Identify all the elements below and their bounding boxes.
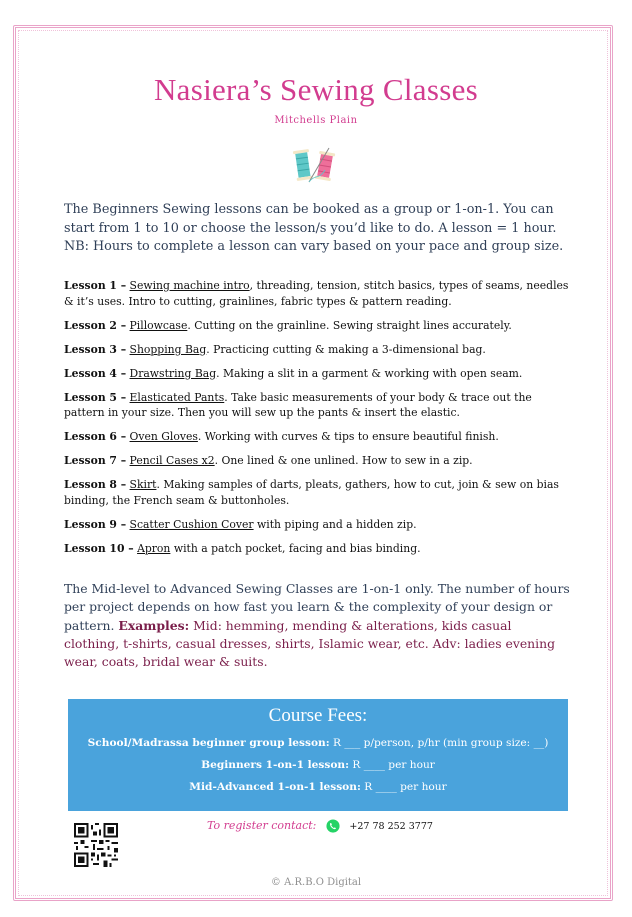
intro-paragraph: The Beginners Sewing lessons can be booked as a group or 1-on-1. You can start from 1 to 10 or choose the lesson/s you’d like to do. A lesson = 1 hour. NB: Hours to complete a lesson can vary based on your pace and group size.: [64, 202, 564, 254]
register-label: To register contact:: [207, 819, 317, 832]
lesson-item: Lesson 2 – Pillowcase. Cutting on the grainline. Sewing straight lines accurately.: [64, 318, 512, 332]
thread-spools-icon: [289, 144, 341, 186]
fee-row: School/Madrassa beginner group lesson: R ___ p/person, p/hr (min group size: __): [87, 737, 549, 749]
lesson-item: Lesson 5 – Elasticated Pants. Take basic measurements of your body & trace out the pattern in your size. Then you will sew up the pants & insert the elastic.: [64, 390, 532, 419]
lesson-list: [64, 278, 570, 565]
register-contact: [207, 819, 433, 833]
page-title: Nasiera’s Sewing Classes: [153, 72, 479, 107]
fee-row: Beginners 1-on-1 lesson: R ____ per hour: [201, 759, 435, 771]
page-subtitle: Mitchells Plain: [274, 115, 358, 126]
lesson-item: Lesson 10 – Apron with a patch pocket, facing and bias binding.: [64, 541, 421, 555]
lesson-item: Lesson 3 – Shopping Bag. Practicing cutting & making a 3-dimensional bag.: [64, 342, 486, 356]
lesson-item: Lesson 4 – Drawstring Bag. Making a slit in a garment & working with open seam.: [64, 366, 523, 380]
course-fees-box: [68, 699, 568, 811]
lesson-item: Lesson 6 – Oven Gloves. Working with curves & tips to ensure beautiful finish.: [64, 430, 499, 443]
lesson-item: Lesson 9 – Scatter Cushion Cover with piping and a hidden zip.: [64, 517, 417, 531]
footer-copyright: © A.R.B.O Digital: [270, 877, 362, 888]
whatsapp-icon[interactable]: [326, 819, 340, 833]
qr-code-icon[interactable]: [74, 823, 118, 867]
lesson-item: Lesson 1 – Sewing machine intro, threading, tension, stitch basics, types of seams, needles & it’s uses. Intro to cutting, grainlines, fabric types & pattern reading.: [64, 279, 569, 308]
fee-row: Mid-Advanced 1-on-1 lesson: R ____ per hour: [189, 781, 447, 793]
fees-title: Course Fees:: [268, 705, 368, 726]
lesson-item: Lesson 7 – Pencil Cases x2. One lined & one unlined. How to sew in a zip.: [64, 454, 473, 467]
advanced-paragraph: The Mid-level to Advanced Sewing Classes are 1-on-1 only. The number of hours per project depends on how fast you learn & the complexity of your design or pattern. Examples: Mid: hemming, mending & alterations, kids casual clothing, t-shirts, casual dresses, shirts, Islamic wear, etc. Adv: ladies evening wear, coats, bridal wear & suits.: [64, 581, 570, 670]
phone-number[interactable]: +27 78 252 3777: [349, 821, 433, 832]
lesson-item: Lesson 8 – Skirt. Making samples of darts, pleats, gathers, how to cut, join & sew on bias binding, the French seam & buttonholes.: [64, 478, 559, 507]
